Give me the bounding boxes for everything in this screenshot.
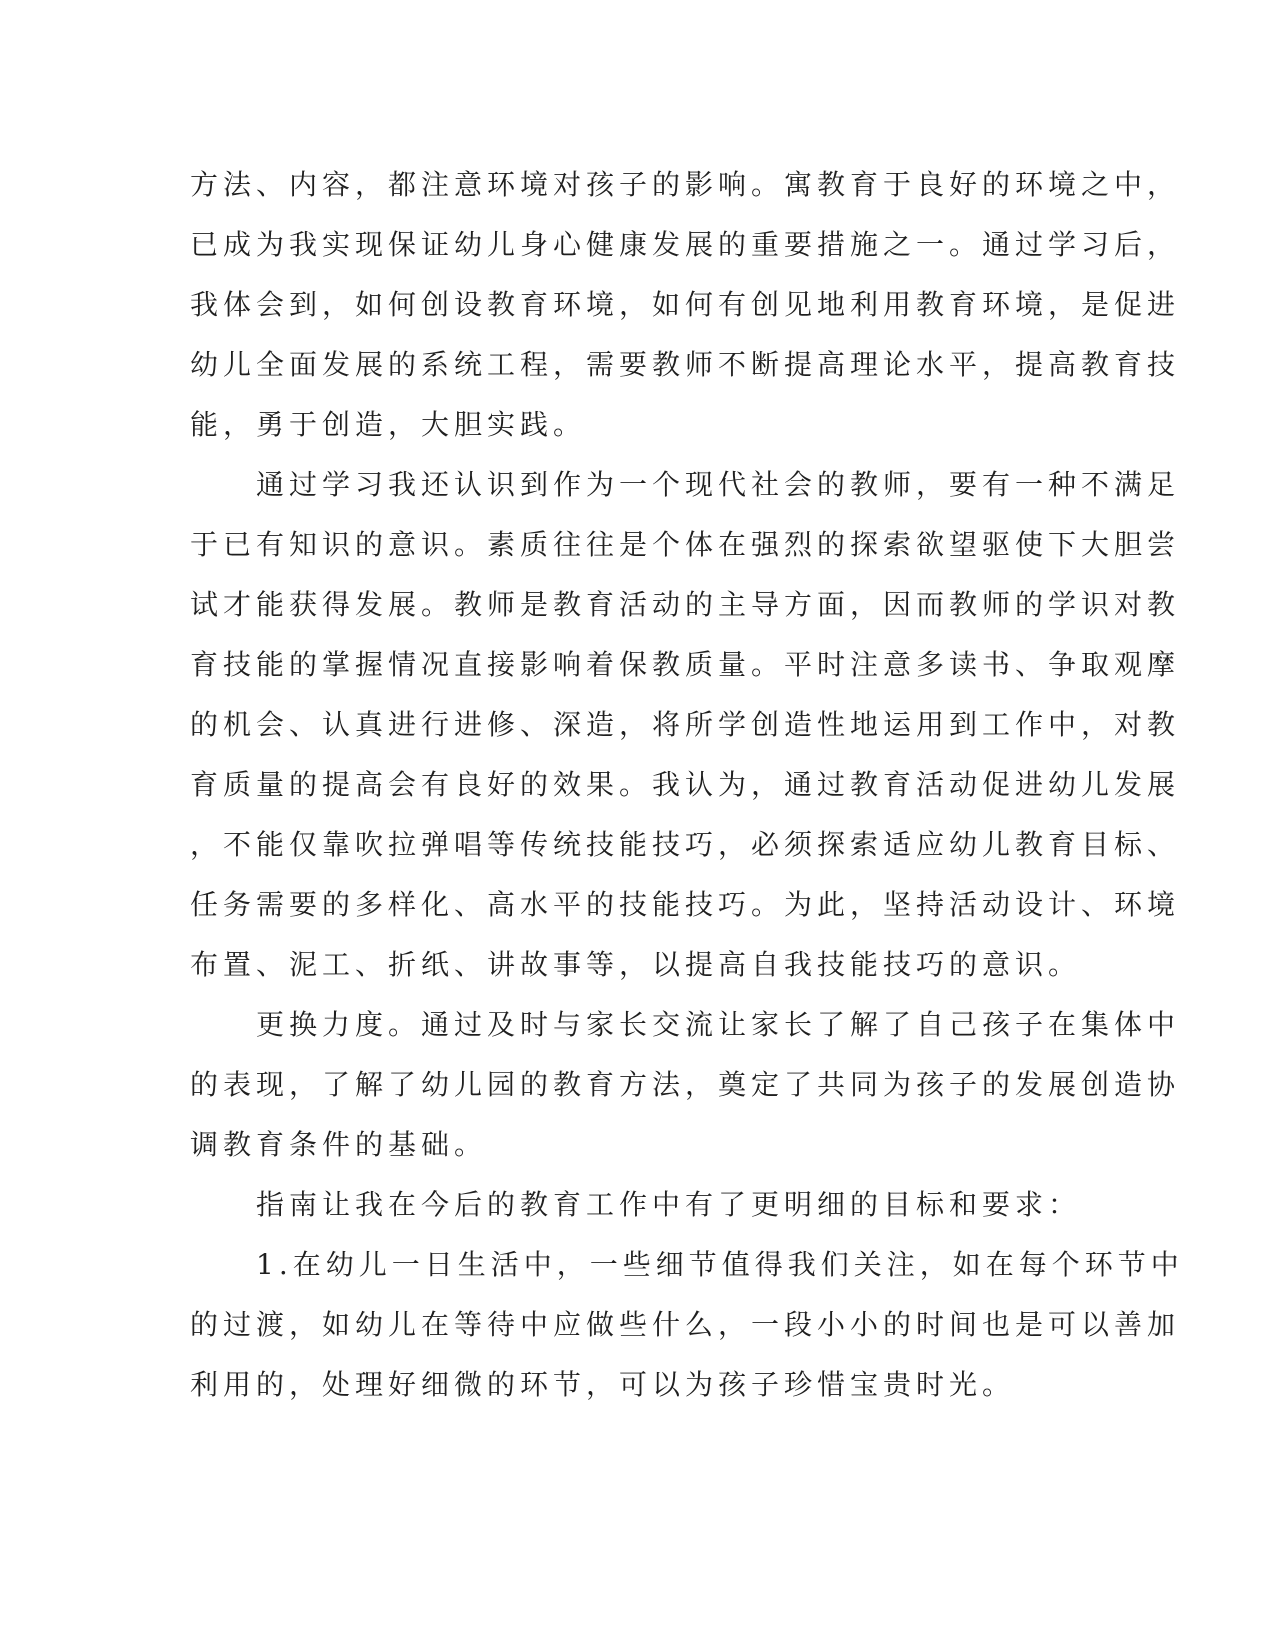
text-line: 能，勇于创造，大胆实践。 — [190, 408, 587, 441]
document-body — [190, 155, 1184, 1415]
text-line: 1.在幼儿一日生活中，一些细节值得我们关注，如在每个环节中 — [256, 1248, 1184, 1281]
text-line: 我体会到，如何创设教育环境，如何有创见地利用教育环境，是促进 — [190, 288, 1181, 321]
text-line: 利用的，处理好细微的环节，可以为孩子珍惜宝贵时光。 — [190, 1368, 1016, 1401]
text-line: ，不能仅靠吹拉弹唱等传统技能技巧，必须探索适应幼儿教育目标、 — [190, 828, 1181, 861]
text-line: 通过学习我还认识到作为一个现代社会的教师，要有一种不满足 — [256, 468, 1181, 501]
text-line: 试才能获得发展。教师是教育活动的主导方面，因而教师的学识对教 — [190, 588, 1181, 621]
text-line: 任务需要的多样化、高水平的技能技巧。为此，坚持活动设计、环境 — [190, 888, 1181, 921]
text-line: 的过渡，如幼儿在等待中应做些什么，一段小小的时间也是可以善加 — [190, 1308, 1181, 1341]
text-line: 幼儿全面发展的系统工程，需要教师不断提高理论水平，提高教育技 — [190, 348, 1181, 381]
text-line: 布置、泥工、折纸、讲故事等，以提高自我技能技巧的意识。 — [190, 948, 1082, 981]
text-line: 更换力度。通过及时与家长交流让家长了解了自己孩子在集体中 — [256, 1008, 1181, 1041]
text-line: 已成为我实现保证幼儿身心健康发展的重要措施之一。通过学习后， — [190, 228, 1181, 261]
text-line: 育技能的掌握情况直接影响着保教质量。平时注意多读书、争取观摩 — [190, 648, 1181, 681]
text-line: 育质量的提高会有良好的效果。我认为，通过教育活动促进幼儿发展 — [190, 768, 1181, 801]
text-line: 方法、内容，都注意环境对孩子的影响。寓教育于良好的环境之中， — [190, 168, 1181, 201]
text-line: 于已有知识的意识。素质往往是个体在强烈的探索欲望驱使下大胆尝 — [190, 528, 1181, 561]
text-line: 的表现，了解了幼儿园的教育方法，奠定了共同为孩子的发展创造协 — [190, 1068, 1181, 1101]
text-line: 的机会、认真进行进修、深造，将所学创造性地运用到工作中，对教 — [190, 708, 1181, 741]
text-line: 调教育条件的基础。 — [190, 1128, 488, 1161]
text-line: 指南让我在今后的教育工作中有了更明细的目标和要求： — [256, 1188, 1082, 1221]
